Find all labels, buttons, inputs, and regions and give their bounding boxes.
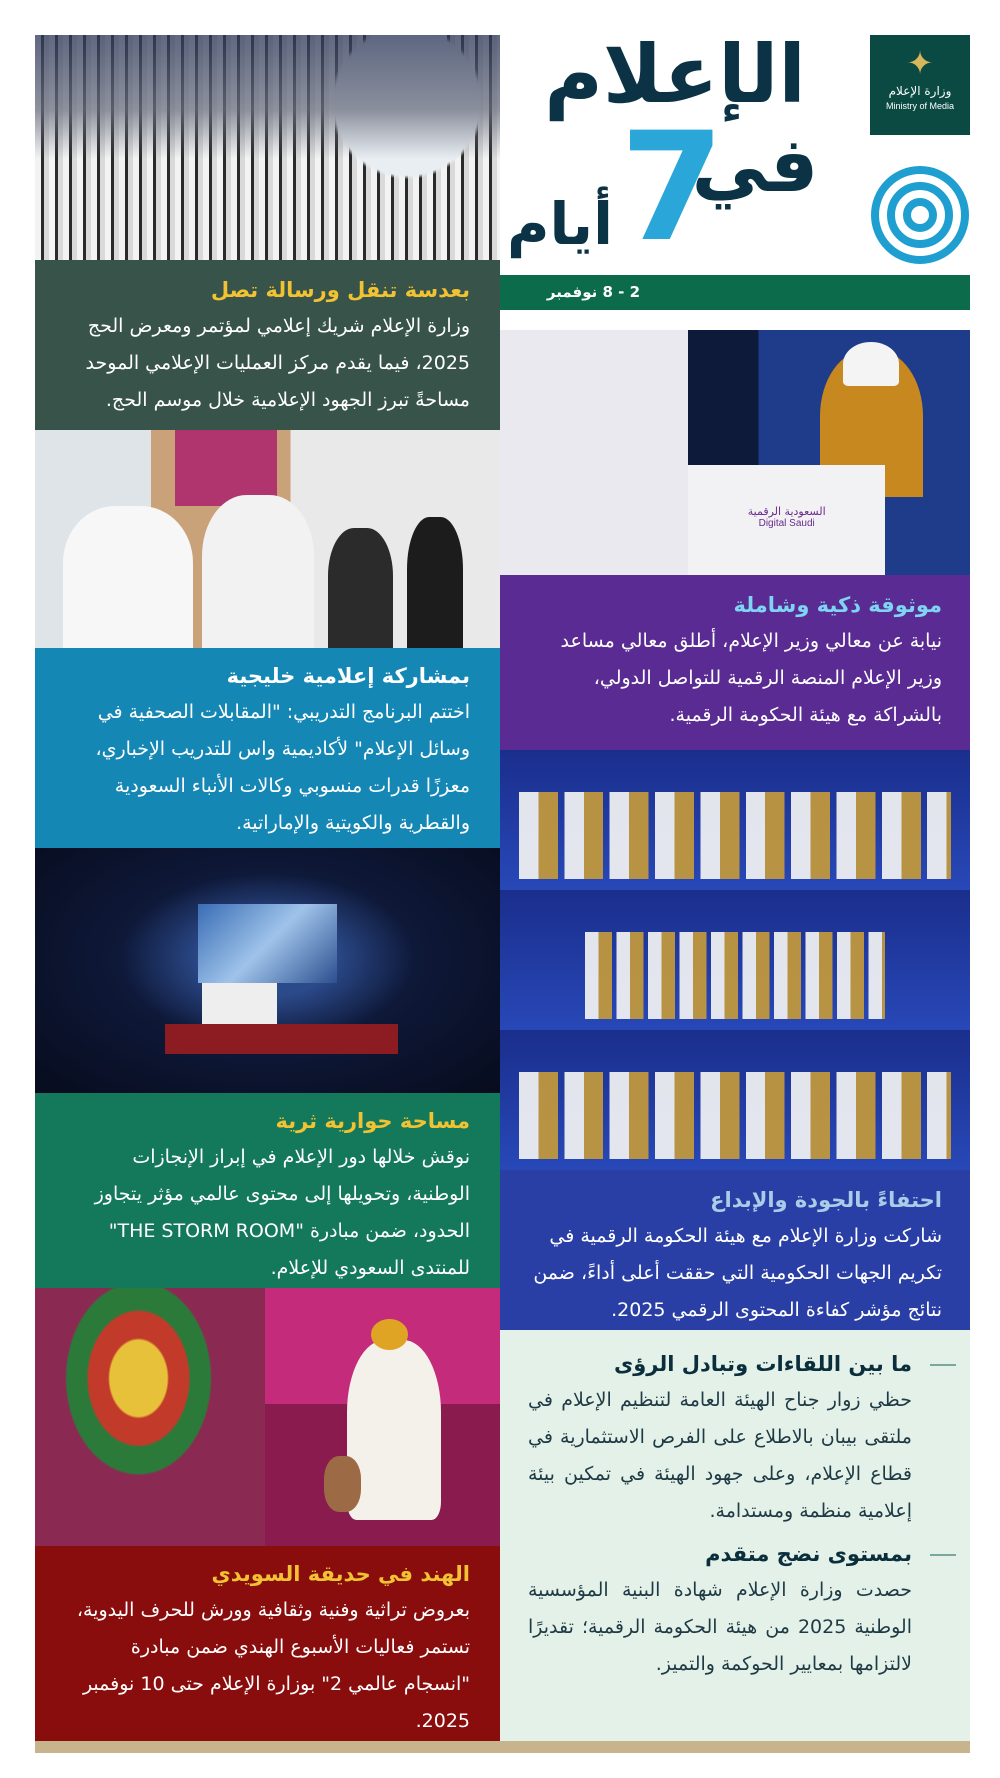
target-rings-icon <box>870 165 970 265</box>
photo-award-group-1 <box>500 750 970 890</box>
podium-label-ar: السعودية الرقمية <box>747 504 826 518</box>
dash-marker <box>930 1364 956 1366</box>
section-india <box>35 1546 500 1741</box>
news-item-meetings-title: ما بين اللقاءات وتبادل الرؤى <box>613 1352 912 1376</box>
ministry-name-en: Ministry of Media <box>885 101 955 111</box>
news-item-meetings-body: حظي زوار جناح الهيئة العامة لتنظيم الإعلام في ملتقى بيبان بالاطلاع على الفرص الاستثمارية في قطاع الإعلام، وعلى جهود الهيئة في تمكين بيئة إعلامية منظمة ومستدامة. <box>528 1389 912 1522</box>
title-number: 7 <box>620 101 725 275</box>
section-lens-title: بعدسة تنقل ورسالة تصل <box>210 278 470 302</box>
section-smart-title: موثوقة ذكية وشاملة <box>733 593 942 617</box>
emblem-icon: ✦ <box>906 44 934 82</box>
photo-storm-room <box>35 848 500 1093</box>
section-lens-body: وزارة الإعلام شريك إعلامي لمؤتمر ومعرض الحج 2025، فيما يقدم مركز العمليات الإعلامي الموحد مساحةً تبرز الجهود الإعلامية خلال موسم الحج. <box>85 315 470 411</box>
section-india-title: الهند في حديقة السويدي <box>211 1562 470 1586</box>
title-line-2: في <box>691 120 819 209</box>
section-smart-body: نيابة عن معالي وزير الإعلام، أطلق معالي مساعد وزير الإعلام المنصة الرقمية للتواصل الدولي، بالشراكة مع هيئة الحكومة الرقمية. <box>560 630 942 726</box>
photo-speaker-podium <box>500 330 970 575</box>
section-gulf-body: اختتم البرنامج التدريبي: "المقابلات الصحفية في وسائل الإعلام" لأكاديمية واس للتدريب الإخباري، معززًا قدرات منسوبي وكالات الأنباء السعودية والقطرية والكويتية والإماراتية. <box>95 701 470 834</box>
section-lens <box>35 260 500 430</box>
ministry-name-ar: وزارة الإعلام <box>888 84 952 98</box>
ministry-logo <box>870 35 970 135</box>
section-dialogue <box>35 1093 500 1288</box>
section-gulf <box>35 648 500 848</box>
podium-label-en: Digital Saudi <box>758 517 815 529</box>
news-item-meetings <box>528 1352 912 1530</box>
section-dialogue-title: مساحة حوارية ثرية <box>275 1109 470 1133</box>
photo-award-group-2 <box>500 890 970 1030</box>
header <box>500 28 970 327</box>
photo-media-center <box>35 430 500 648</box>
section-gulf-title: بمشاركة إعلامية خليجية <box>226 664 470 688</box>
news-item-maturity-title: بمستوى نضج متقدم <box>705 1542 912 1566</box>
date-bar <box>500 275 970 327</box>
section-india-body: بعروض تراثية وفنية وثقافية وورش للحرف اليدوية، تستمر فعاليات الأسبوع الهندي ضمن مبادرة "انسجام عالمي 2" بوزارة الإعلام حتى 10 نوفمبر 2025. <box>76 1599 470 1732</box>
dash-marker <box>930 1554 956 1556</box>
date-text: 2 - 8 نوفمبر 2025 <box>546 283 640 327</box>
news-item-maturity-body: حصدت وزارة الإعلام شهادة البنية المؤسسية الوطنية 2025 من هيئة الحكومة الرقمية؛ تقديرًا لالتزامها بمعايير الحوكمة والتميز. <box>528 1579 912 1675</box>
section-dialogue-body: نوقش خلالها دور الإعلام في إبراز الإنجازات الوطنية، وتحويلها إلى محتوى عالمي مؤثر يتجاوز الحدود، ضمن مبادرة "THE STORM ROOM" للمنتدى السعودي للإعلام. <box>94 1146 470 1279</box>
footer-bar <box>35 1741 970 1753</box>
news-item-maturity <box>528 1542 912 1683</box>
section-quality <box>500 1170 970 1330</box>
photo-kathakali-dancer <box>35 1288 265 1546</box>
photo-expo-crowd <box>35 35 500 260</box>
title-line-3: أيام <box>507 190 613 258</box>
section-quality-body: شاركت وزارة الإعلام مع هيئة الحكومة الرقمية في تكريم الجهات الحكومية التي حققت أعلى أداءً، ضمن نتائج مؤشر كفاءة المحتوى الرقمي 2025. <box>533 1225 942 1321</box>
section-smart <box>500 575 970 750</box>
section-quality-title: احتفاءً بالجودة والإبداع <box>710 1188 942 1212</box>
photo-award-group-3 <box>500 1030 970 1170</box>
news-list <box>500 1330 970 1741</box>
photo-potter <box>265 1288 500 1546</box>
title-line-1: الإعلام <box>544 28 806 121</box>
